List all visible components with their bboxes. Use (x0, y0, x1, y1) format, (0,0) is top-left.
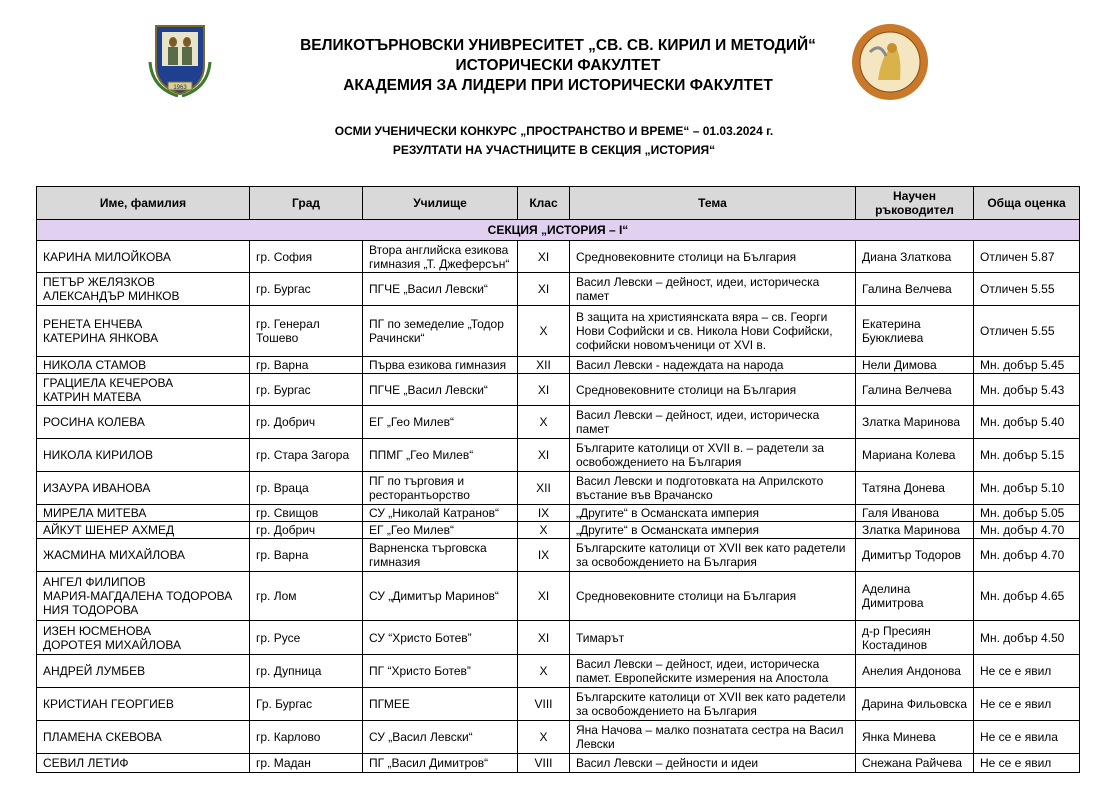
school-line: Варненска търговска (369, 541, 487, 555)
table-row (37, 306, 1080, 357)
score-cell: Мн. добър 4.50 (974, 621, 1080, 655)
academy-title: АКАДЕМИЯ ЗА ЛИДЕРИ ПРИ ИСТОРИЧЕСКИ ФАКУЛТЕТ (343, 77, 773, 94)
topic-line: Васил Левски – дейност, идеи, историческа (576, 408, 820, 422)
city-line: гр. Дупница (256, 664, 322, 678)
mentor-line: Дарина Фильовска (862, 697, 967, 711)
city-cell (250, 406, 363, 439)
topic-cell (570, 306, 856, 357)
participant-name-line: НИКОЛА КИРИЛОВ (43, 448, 154, 462)
school-line: СУ „Димитър Маринов“ (369, 589, 499, 603)
score-cell: Не се е явил (974, 688, 1080, 721)
grade-cell: XI (518, 621, 570, 655)
school-cell (363, 572, 518, 621)
header-city: Град (250, 187, 363, 220)
participant-name-line: ДОРОТЕЯ МИХАЙЛОВА (43, 637, 181, 652)
topic-line: Средновековните столици на България (576, 382, 797, 397)
school-cell (363, 241, 518, 273)
school-line: ПГЧЕ „Васил Левски“ (369, 382, 488, 397)
table-row (37, 273, 1080, 306)
topic-line: Българите католици от XVII в. – радетели за (576, 441, 824, 455)
city-line: гр. Враца (256, 481, 309, 495)
mentor-line: Златка Маринова (862, 415, 961, 429)
mentor-line: Анелия Андонова (862, 664, 961, 678)
score-cell: Мн. добър 4.70 (974, 522, 1080, 539)
table-header-row (37, 187, 1080, 220)
school-cell (363, 621, 518, 655)
results-title: РЕЗУЛТАТИ НА УЧАСТНИЦИТЕ В СЕКЦИЯ „ИСТОРИЯ“ (392, 143, 716, 157)
mentor-line: Златка Маринова (862, 523, 961, 537)
score-cell: Мн. добър 5.40 (974, 406, 1080, 439)
topic-line: софийски новомъченици от XVI в. (576, 338, 767, 352)
mentor-cell (856, 539, 974, 572)
school-line: ПГ по търговия и (369, 474, 465, 488)
city-line: Тошево (256, 331, 299, 345)
school-line: СУ “Христо Ботев” (369, 630, 472, 645)
grade-cell: XI (518, 439, 570, 472)
participant-name-cell (37, 522, 250, 539)
mentor-line: Мариана Колева (862, 448, 956, 462)
topic-cell (570, 572, 856, 621)
header-score: Обща оценка (974, 187, 1080, 220)
school-line: ЕГ „Гео Милев“ (369, 523, 454, 537)
topic-cell (570, 357, 856, 374)
mentor-line: Галина Велчева (862, 382, 952, 397)
school-cell (363, 721, 518, 754)
school-cell (363, 754, 518, 773)
mentor-cell (856, 688, 974, 721)
school-cell (363, 688, 518, 721)
grade-cell: XII (518, 472, 570, 505)
school-line: ПГ „Васил Димитров“ (369, 756, 489, 770)
mentor-line: Димитрова (862, 596, 924, 610)
participant-name-line: РЕНЕТА ЕНЧЕВА (43, 317, 143, 331)
city-line: гр. Карлово (256, 730, 321, 744)
mentor-cell (856, 754, 974, 773)
city-cell (250, 374, 363, 406)
city-line: гр. Бургас (256, 382, 311, 397)
participant-name-line: МИРЕЛА МИТЕВА (43, 506, 147, 520)
city-cell (250, 306, 363, 357)
mentor-line: Галина Велчева (862, 282, 952, 296)
table-row (37, 406, 1080, 439)
faculty-seal-logo (850, 22, 930, 102)
city-line: гр. Лом (256, 589, 297, 603)
school-line: СУ „Васил Левски“ (369, 730, 473, 744)
score-cell: Не се е явил (974, 754, 1080, 773)
city-cell (250, 439, 363, 472)
mentor-line: Янка Минева (862, 730, 936, 744)
city-line: гр. Мадан (256, 756, 311, 770)
participant-name-line: МАРИЯ-МАГДАЛЕНА ТОДОРОВА (43, 589, 233, 603)
mentor-line: Галя Иванова (862, 506, 940, 520)
grade-cell: X (518, 721, 570, 754)
city-line: гр. Стара Загора (256, 448, 350, 462)
topic-cell (570, 273, 856, 306)
topic-line: Васил Левски – дейности и идеи (576, 756, 759, 770)
city-cell (250, 357, 363, 374)
participant-name-cell (37, 505, 250, 522)
city-line: гр. Русе (256, 630, 301, 645)
mentor-line: Екатерина (862, 317, 921, 331)
grade-cell: XI (518, 273, 570, 306)
grade-cell: IX (518, 505, 570, 522)
mentor-cell (856, 655, 974, 688)
school-line: Рачински“ (369, 331, 425, 345)
table-row (37, 357, 1080, 374)
participant-name-cell (37, 721, 250, 754)
table-row (37, 522, 1080, 539)
score-cell: Мн. добър 5.10 (974, 472, 1080, 505)
results-table (36, 186, 1080, 773)
school-cell (363, 439, 518, 472)
mentor-line: Диана Златкова (862, 249, 952, 264)
score-cell: Мн. добър 5.43 (974, 374, 1080, 406)
school-cell (363, 655, 518, 688)
topic-line: Нови Софийски и св. Никола Нови Софийски, (576, 324, 833, 338)
participant-name-line: ПЕТЪР ЖЕЛЯЗКОВ (43, 275, 155, 289)
mentor-cell (856, 621, 974, 655)
grade-cell: X (518, 522, 570, 539)
city-cell (250, 621, 363, 655)
participant-name-line: АЛЕКСАНДЪР МИНКОВ (43, 289, 180, 303)
school-line: СУ „Николай Катранов“ (369, 506, 500, 520)
topic-cell (570, 406, 856, 439)
participant-name-cell (37, 539, 250, 572)
topic-line: „Другите“ в Османската империя (576, 523, 759, 537)
table-row (37, 505, 1080, 522)
participant-name-cell (37, 357, 250, 374)
topic-line: Васил Левски и подготовката на Априлското (576, 474, 824, 488)
participant-name-line: ИЗАУРА ИВАНОВА (43, 481, 151, 495)
svg-text:1963: 1963 (173, 85, 187, 91)
participant-name-cell (37, 406, 250, 439)
topic-cell (570, 472, 856, 505)
school-cell (363, 406, 518, 439)
topic-line: Левски (576, 737, 615, 751)
table-row (37, 439, 1080, 472)
header-mentor: Научен ръководител (856, 187, 974, 220)
city-line: гр. Бургас (256, 282, 311, 296)
participant-name-line: АНГЕЛ ФИЛИПОВ (43, 575, 146, 589)
mentor-cell (856, 439, 974, 472)
table-row (37, 539, 1080, 572)
grade-cell: VIII (518, 754, 570, 773)
topic-line: за освобождението на България (576, 704, 757, 718)
school-cell (363, 306, 518, 357)
school-cell (363, 505, 518, 522)
mentor-cell (856, 273, 974, 306)
mentor-cell (856, 241, 974, 273)
mentor-cell (856, 505, 974, 522)
table-row (37, 721, 1080, 754)
city-line: гр. Свищов (256, 506, 319, 520)
table-row (37, 572, 1080, 621)
school-line: Първа езикова гимназия (369, 358, 507, 372)
school-cell (363, 539, 518, 572)
topic-cell (570, 241, 856, 273)
header-topic: Тема (570, 187, 856, 220)
score-cell: Отличен 5.55 (974, 306, 1080, 357)
topic-line: Васил Левски – дейност, идеи, историческа (576, 275, 820, 289)
grade-cell: XII (518, 357, 570, 374)
topic-line: памет (576, 289, 610, 303)
participant-name-line: КАРИНА МИЛОЙКОВА (43, 249, 171, 264)
faculty-title: ИСТОРИЧЕСКИ ФАКУЛТЕТ (455, 57, 661, 74)
score-cell: Не се е явила (974, 721, 1080, 754)
participant-name-line: КАТРИН МАТЕВА (43, 389, 142, 404)
mentor-cell (856, 374, 974, 406)
mentor-line: Нели Димова (862, 358, 937, 372)
participant-name-line: ПЛАМЕНА СКЕВОВА (43, 730, 162, 744)
participant-name-cell (37, 688, 250, 721)
mentor-cell (856, 572, 974, 621)
topic-line: за освобождението на България (576, 555, 757, 569)
topic-cell (570, 688, 856, 721)
participant-name-cell (37, 374, 250, 406)
score-cell: Отличен 5.55 (974, 273, 1080, 306)
participant-name-line: АЙКУТ ШЕНЕР АХМЕД (43, 523, 175, 537)
score-cell: Мн. добър 5.15 (974, 439, 1080, 472)
participant-name-cell (37, 439, 250, 472)
city-line: гр. Добрич (256, 523, 316, 537)
school-line: ПГ “Христо Ботев” (369, 664, 471, 678)
city-cell (250, 655, 363, 688)
score-cell: Мн. добър 4.65 (974, 572, 1080, 621)
participant-name-cell (37, 621, 250, 655)
school-line: ЕГ „Гео Милев“ (369, 415, 454, 429)
city-line: гр. София (256, 249, 313, 264)
mentor-line: Аделина (862, 582, 911, 596)
participant-name-line: РОСИНА КОЛЕВА (43, 415, 145, 429)
school-cell (363, 357, 518, 374)
table-row (37, 241, 1080, 273)
mentor-line: д-р Пресиян (862, 623, 931, 638)
participant-name-line: КРИСТИАН ГЕОРГИЕВ (43, 697, 174, 711)
topic-line: „Другите“ в Османската империя (576, 506, 759, 520)
section-label: СЕКЦИЯ „ИСТОРИЯ – I“ (37, 220, 1080, 241)
participant-name-cell (37, 655, 250, 688)
school-cell (363, 472, 518, 505)
topic-cell (570, 505, 856, 522)
score-cell: Мн. добър 4.70 (974, 539, 1080, 572)
city-cell (250, 472, 363, 505)
city-line: Гр. Бургас (256, 697, 313, 711)
grade-cell: X (518, 655, 570, 688)
mentor-line: Снежана Райчева (862, 756, 962, 770)
school-line: гимназия „Т. Джеферсън“ (369, 256, 510, 271)
topic-line: В защита на християнската вяра – св. Георги (576, 310, 828, 324)
participant-name-line: НИЯ ТОДОРОВА (43, 603, 139, 617)
city-cell (250, 754, 363, 773)
school-line: гимназия (369, 555, 421, 569)
mentor-line: Костадинов (862, 637, 928, 652)
city-cell (250, 572, 363, 621)
mentor-cell (856, 721, 974, 754)
participant-name-line: СЕВИЛ ЛЕТИФ (43, 756, 129, 770)
city-cell (250, 241, 363, 273)
topic-line: Средновековните столици на България (576, 589, 797, 603)
table-row (37, 374, 1080, 406)
city-cell (250, 505, 363, 522)
city-cell (250, 688, 363, 721)
grade-cell: VIII (518, 688, 570, 721)
mentor-line: Димитър Тодоров (862, 548, 961, 562)
grade-cell: XI (518, 241, 570, 273)
city-cell (250, 539, 363, 572)
city-line: гр. Добрич (256, 415, 316, 429)
university-crest-logo (148, 22, 212, 98)
school-line: Втора английска езикова (369, 242, 509, 257)
participant-name-line: КАТЕРИНА ЯНКОВА (43, 331, 159, 345)
city-line: гр. Варна (256, 548, 309, 562)
mentor-line: Татяна Донева (862, 481, 945, 495)
table-row (37, 688, 1080, 721)
topic-cell (570, 522, 856, 539)
topic-line: памет. Европейските измерения на Апостола (576, 671, 829, 685)
topic-line: Яна Начова – малко познатата сестра на Васил (576, 723, 844, 737)
header-school: Училище (363, 187, 518, 220)
topic-line: Средновековните столици на България (576, 249, 797, 264)
topic-cell (570, 539, 856, 572)
score-cell: Мн. добър 5.05 (974, 505, 1080, 522)
topic-line: Българските католици от XVII век като радетели (576, 690, 846, 704)
participant-name-line: АНДРЕЙ ЛУМБЕВ (43, 664, 146, 678)
table-row (37, 754, 1080, 773)
school-line: ресторантьорство (369, 488, 470, 502)
topic-cell (570, 374, 856, 406)
topic-cell (570, 621, 856, 655)
participant-name-cell (37, 241, 250, 273)
contest-title: ОСМИ УЧЕНИЧЕСКИ КОНКУРС „ПРОСТРАНСТВО И ВРЕМЕ“ – 01.03.2024 г. (334, 124, 774, 138)
school-cell (363, 273, 518, 306)
topic-line: Васил Левски – дейност, идеи, историческа (576, 657, 820, 671)
city-line: гр. Варна (256, 358, 309, 372)
school-cell (363, 522, 518, 539)
school-line: ППМГ „Гео Милев“ (369, 448, 474, 462)
topic-line: Васил Левски - надеждата на народа (576, 358, 784, 372)
grade-cell: X (518, 306, 570, 357)
participant-name-cell (37, 754, 250, 773)
topic-line: Тимарът (576, 630, 625, 645)
school-line: ПГМЕЕ (369, 697, 410, 711)
topic-line: памет (576, 422, 610, 436)
mentor-line: Буюклиева (862, 331, 924, 345)
topic-line: освобождението на България (576, 455, 742, 469)
school-cell (363, 374, 518, 406)
grade-cell: IX (518, 539, 570, 572)
table-row (37, 472, 1080, 505)
topic-cell (570, 721, 856, 754)
score-cell: Мн. добър 5.45 (974, 357, 1080, 374)
mentor-cell (856, 472, 974, 505)
grade-cell: X (518, 406, 570, 439)
city-cell (250, 273, 363, 306)
mentor-cell (856, 357, 974, 374)
participant-name-line: ИЗЕН ЮСМЕНОВА (43, 623, 152, 638)
school-line: ПГ по земеделие „Тодор (369, 317, 504, 331)
mentor-cell (856, 522, 974, 539)
participant-name-cell (37, 273, 250, 306)
topic-line: Българските католици от XVII век като радетели (576, 541, 846, 555)
participant-name-cell (37, 572, 250, 621)
university-title: ВЕЛИКОТЪРНОВСКИ УНИВРЕСИТЕТ „СВ. СВ. КИРИЛ И МЕТОДИЙ“ (300, 37, 816, 54)
topic-cell (570, 754, 856, 773)
participant-name-cell (37, 306, 250, 357)
table-row (37, 655, 1080, 688)
school-line: ПГЧЕ „Васил Левски“ (369, 282, 488, 296)
header-name: Име, фамилия (37, 187, 250, 220)
mentor-cell (856, 306, 974, 357)
participant-name-line: НИКОЛА СТАМОВ (43, 358, 147, 372)
score-cell: Отличен 5.87 (974, 241, 1080, 273)
mentor-cell (856, 406, 974, 439)
topic-cell (570, 439, 856, 472)
header-grade: Клас (518, 187, 570, 220)
table-row (37, 621, 1080, 655)
topic-line: въстание във Врачанско (576, 488, 713, 502)
section-row (37, 220, 1080, 241)
participant-name-cell (37, 472, 250, 505)
score-cell: Не се е явил (974, 655, 1080, 688)
grade-cell: XI (518, 374, 570, 406)
city-cell (250, 721, 363, 754)
participant-name-line: ГРАЦИЕЛА КЕЧЕРОВА (43, 375, 174, 390)
city-line: гр. Генерал (256, 317, 320, 331)
grade-cell: XI (518, 572, 570, 621)
participant-name-line: ЖАСМИНА МИХАЙЛОВА (43, 548, 186, 562)
city-cell (250, 522, 363, 539)
topic-cell (570, 655, 856, 688)
